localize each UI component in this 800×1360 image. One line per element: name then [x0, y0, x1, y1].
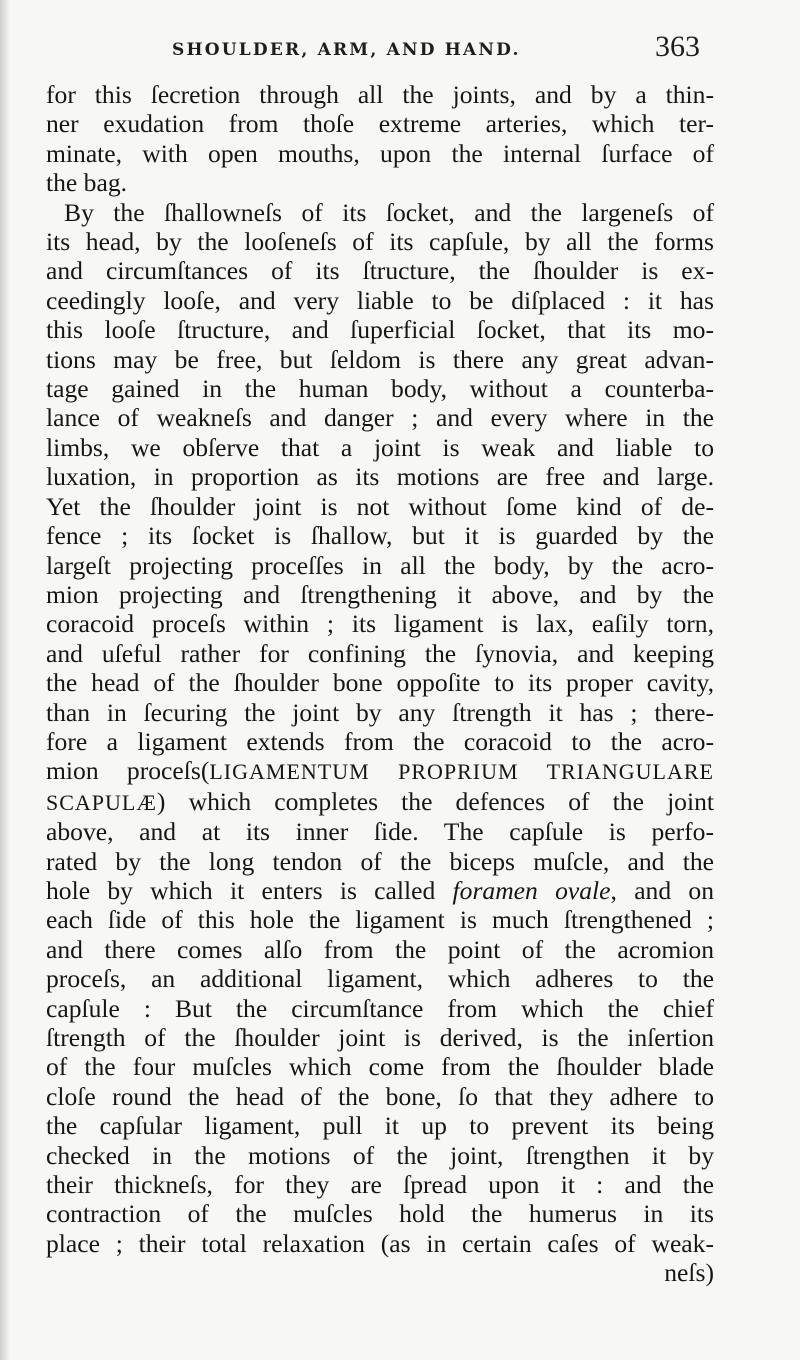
- text-segment: mion proceſs(: [46, 756, 210, 786]
- text-line: lance of weakneſs and danger ; and every where in the: [46, 403, 714, 433]
- page-number: 363: [655, 30, 700, 63]
- text-line: and circumſtances of its ſtructure, the ſhoulder is ex-: [46, 256, 714, 286]
- catchword: neſs): [664, 1258, 714, 1288]
- text-line: ſtrength of the ſhoulder joint is derived, is the inſertion: [46, 1023, 714, 1052]
- text-line: and there comes alſo from the point of the acromion: [46, 934, 714, 964]
- body-text: [46, 80, 714, 1288]
- text-line: the head of the ſhoulder bone oppoſite to its proper cavity,: [46, 668, 714, 698]
- text-line: luxation, in proportion as its motions are free and large.: [46, 462, 714, 492]
- text-line: checked in the motions of the joint, ſtrengthen it by: [46, 1140, 714, 1170]
- text-line: ner exudation from thoſe extreme arteries, which ter-: [46, 109, 714, 139]
- text-line: fence ; its ſocket is ſhallow, but it is guarded by the: [46, 521, 714, 551]
- text-segment: hole by which it enters is called: [46, 875, 453, 905]
- text-line: its head, by the looſeneſs of its capſule, by all the forms: [46, 227, 714, 257]
- text-line: each ſide of this hole the ligament is much ſtrengthened ;: [46, 905, 714, 935]
- text-line: their thickneſs, for they are ſpread upon it : and the: [46, 1170, 714, 1200]
- text-line: largeſt projecting proceſſes in all the body, by the acro-: [46, 550, 714, 580]
- text-line: place ; their total relaxation (as in certain caſes of weak-: [46, 1228, 714, 1258]
- text-line: this looſe ſtructure, and ſuperficial ſocket, that its mo-: [46, 315, 714, 345]
- text-segment: ) which completes the defences of the joint: [156, 786, 714, 816]
- text-line: cloſe round the head of the bone, ſo that they adhere to: [46, 1081, 714, 1111]
- text-line: mion projecting and ſtrengthening it above, and by the: [46, 579, 714, 609]
- text-line: for this ſecretion through all the joints, and by a thin-: [46, 80, 714, 109]
- italic-term: foramen ovale: [452, 875, 611, 905]
- text-line: minate, with open mouths, upon the internal ſurface of: [46, 138, 714, 168]
- text-line-with-smallcaps: [46, 787, 714, 817]
- page-edge-shadow: [0, 0, 10, 1360]
- text-line: than in ſecuring the joint by any ſtrength it has ; there-: [46, 697, 714, 727]
- text-line-with-italic: [46, 876, 714, 905]
- text-line: contraction of the muſcles hold the humerus in its: [46, 1199, 714, 1229]
- text-line-with-smallcaps: [46, 756, 714, 786]
- text-line: rated by the long tendon of the biceps muſcle, and the: [46, 846, 714, 876]
- text-line: capſule : But the circumſtance from which the chief: [46, 993, 714, 1023]
- text-line: tage gained in the human body, without a counterba-: [46, 374, 714, 404]
- text-line: proceſs, an additional ligament, which adheres to the: [46, 964, 714, 994]
- text-line: tions may be free, but ſeldom is there any great advan-: [46, 344, 714, 374]
- text-line: the bag.: [46, 168, 128, 198]
- smallcaps-term: SCAPULÆ: [46, 789, 157, 815]
- text-line: the capſular ligament, pull it up to prevent its being: [46, 1111, 714, 1141]
- text-line: above, and at its inner ſide. The capſule is perfo-: [46, 817, 714, 847]
- text-line: ceedingly looſe, and very liable to be diſplaced : it has: [46, 285, 714, 315]
- paragraph-start-line: By the ſhallowneſs of its ſocket, and the largeneſs of: [64, 197, 714, 227]
- text-line: and uſeful rather for confining the ſynovia, and keeping: [46, 638, 714, 668]
- text-segment: , and on: [610, 875, 714, 905]
- text-line: fore a ligament extends from the coracoid to the acro-: [46, 726, 714, 756]
- text-line: of the four muſcles which come from the ſhoulder blade: [46, 1052, 714, 1082]
- smallcaps-term: LIGAMENTUM PROPRIUM TRIANGULARE: [209, 759, 714, 785]
- running-head: SHOULDER, ARM, AND HAND.: [172, 40, 521, 60]
- text-line: limbs, we obſerve that a joint is weak and liable to: [46, 432, 714, 462]
- text-line: coracoid proceſs within ; its ligament is lax, eaſily torn,: [46, 609, 714, 639]
- text-line: Yet the ſhoulder joint is not without ſome kind of de-: [46, 491, 714, 521]
